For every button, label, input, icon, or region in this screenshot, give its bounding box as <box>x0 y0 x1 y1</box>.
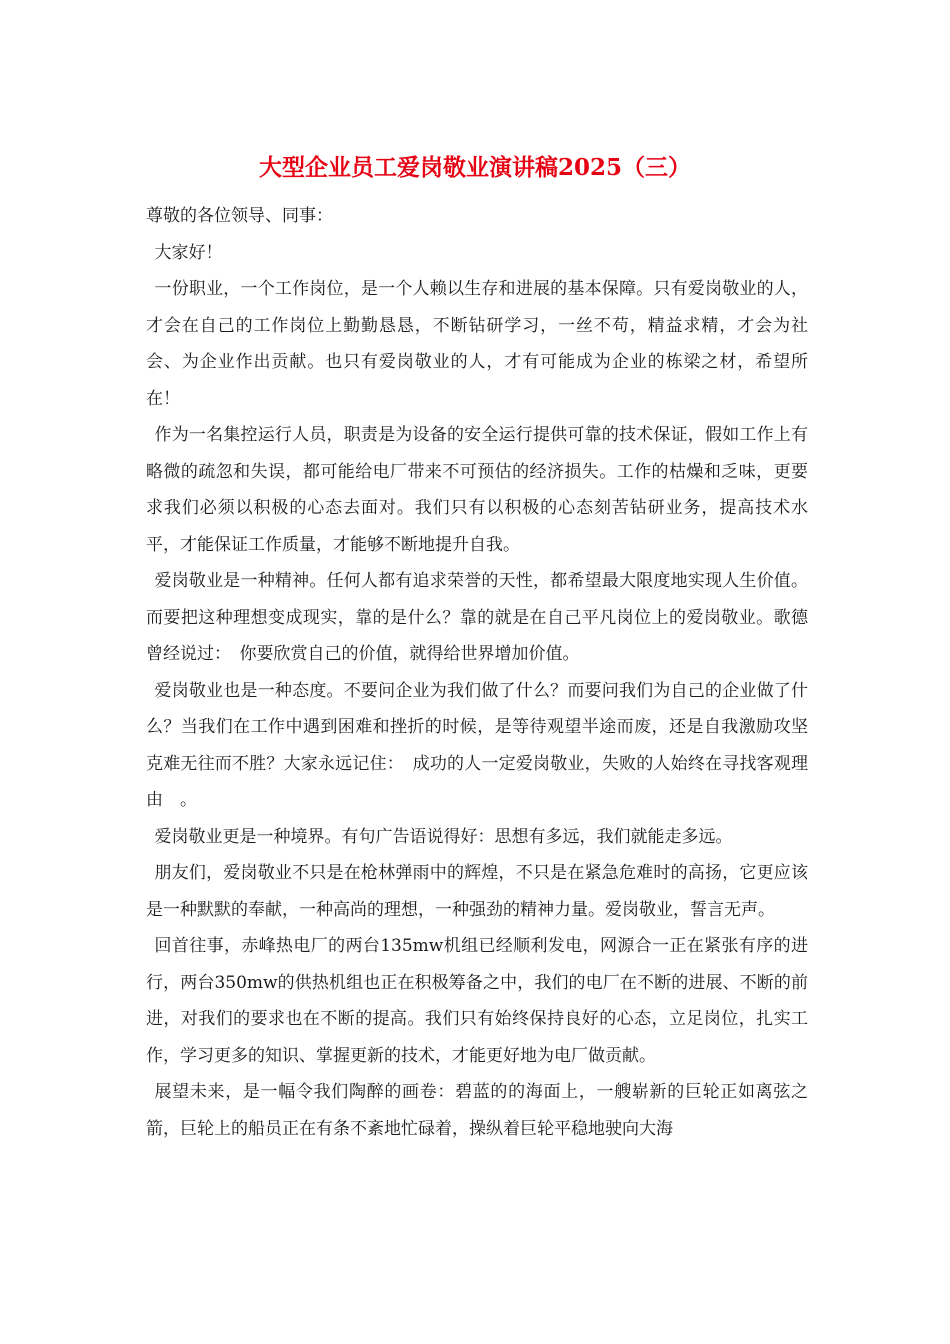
document-title: 大型企业员工爱岗敬业演讲稿2025（三） <box>258 154 691 181</box>
greeting: 大家好！ <box>154 242 223 263</box>
paragraph-6: 朋友们，爱岗敬业不只是在枪林弹雨中的辉煌，不只是在紧急危难时的高扬，它更应该是一种默默的奉献，一种高尚的理想，一种强劲的精神力量。爱岗敬业，誓言无声。 <box>146 863 808 920</box>
paragraph-7: 回首往事，赤峰热电厂的两台135mw机组已经顺利发电，网源合一正在紧张有序的进行，两台350mw的供热机组也正在积极筹备之中，我们的电厂在不断的进展、不断的前进，对我们的要求也在不断的提高。我们只有始终保持良好的心态，立足岗位，扎实工作，学习更多的知识、掌握更新的技术，才能更好地为电厂做贡献。 <box>146 936 808 1066</box>
document-body <box>146 198 808 1147</box>
paragraph-8: 展望未来，是一幅令我们陶醉的画卷：碧蓝的的海面上，一艘崭新的巨轮正如离弦之箭，巨轮上的船员正在有条不紊地忙碌着，操纵着巨轮平稳地驶向大海 <box>146 1082 808 1139</box>
paragraph-2: 作为一名集控运行人员，职责是为设备的安全运行提供可靠的技术保证，假如工作上有略微的疏忽和失误，都可能给电厂带来不可预估的经济损失。工作的枯燥和乏味，更要求我们必须以积极的心态去面对。我们只有以积极的心态刻苦钻研业务，提高技术水平，才能保证工作质量，才能够不断地提升自我。 <box>146 425 808 555</box>
paragraph-4: 爱岗敬业也是一种态度。不要问企业为我们做了什么？而要问我们为自己的企业做了什么？当我们在工作中遇到困难和挫折的时候，是等待观望半途而废，还是自我激励攻坚克难无往而不胜？大家永远记住： 成功的人一定爱岗敬业，失败的人始终在寻找客观理由 。 <box>146 680 808 810</box>
paragraph-3: 爱岗敬业是一种精神。任何人都有追求荣誉的天性，都希望最大限度地实现人生价值。而要把这种理想变成现实，靠的是什么？靠的就是在自己平凡岗位上的爱岗敬业。歌德曾经说过： 你要欣赏自己的价值，就得给世界增加价值。 <box>146 571 808 664</box>
salutation: 尊敬的各位领导、同事： <box>146 206 333 226</box>
paragraph-1: 一份职业，一个工作岗位，是一个人赖以生存和进展的基本保障。只有爱岗敬业的人，才会在自己的工作岗位上勤勤恳恳，不断钻研学习，一丝不苟，精益求精，才会为社会、为企业作出贡献。也只有爱岗敬业的人，才有可能成为企业的栋梁之材，希望所在！ <box>146 279 808 409</box>
paragraph-5: 爱岗敬业更是一种境界。有句广告语说得好：思想有多远，我们就能走多远。 <box>154 826 733 847</box>
